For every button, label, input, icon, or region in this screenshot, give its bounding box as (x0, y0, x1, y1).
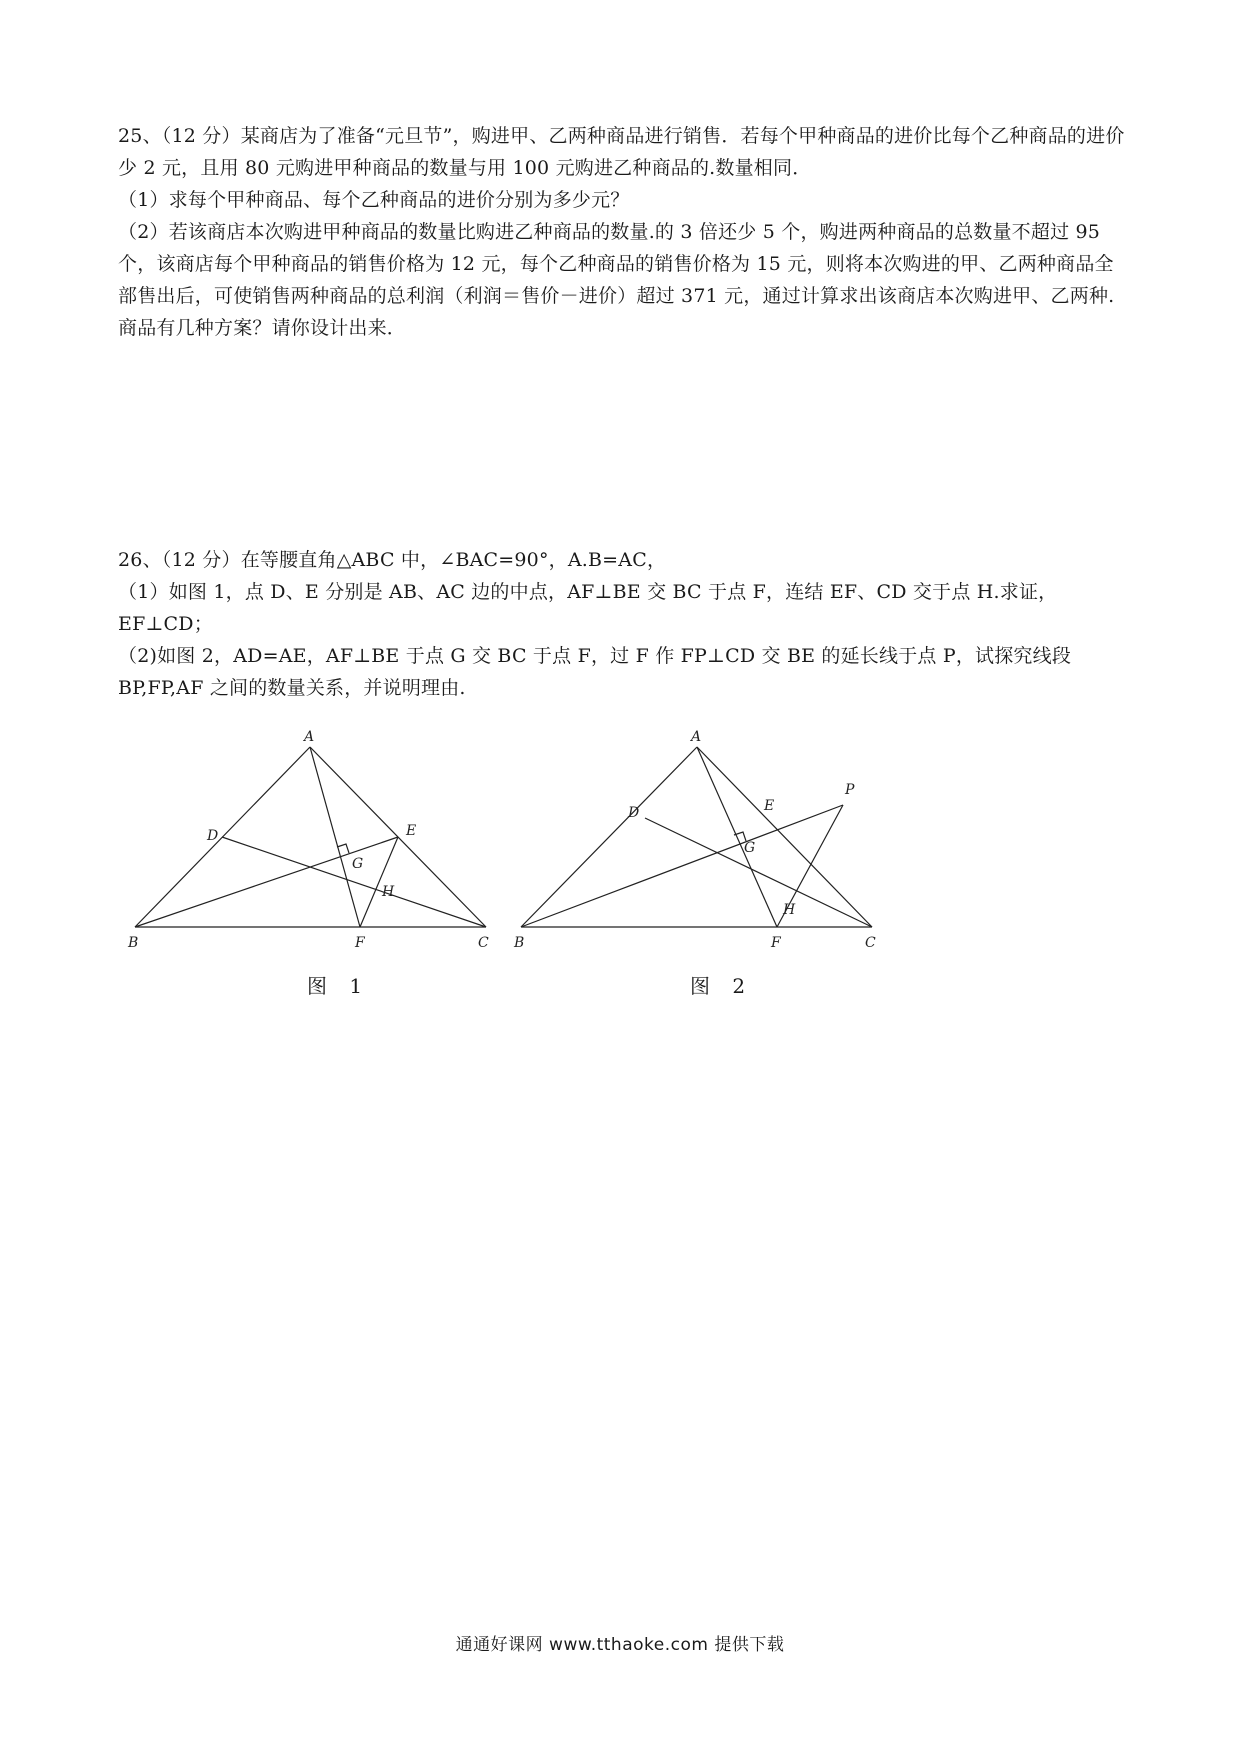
problem-26-part-1: （1）如图 1，点 D、E 分别是 AB、AC 边的中点，AF⊥BE 交 BC 于点 F，连结 EF、CD 交于点 H.求证，EF⊥CD； (118, 581, 1058, 635)
problem-26-statement: 26、（12 分）在等腰直角△ABC 中，∠BAC=90°，A.B=AC， (118, 549, 667, 571)
label-C: C (865, 935, 876, 951)
segment-BE (135, 837, 398, 927)
problem-25 (118, 120, 1128, 344)
label-H: H (382, 884, 395, 900)
label-B: B (128, 935, 139, 951)
figure-2-caption: 图 2 (690, 974, 754, 998)
segment-AF (697, 747, 777, 927)
label-E: E (764, 798, 775, 814)
segment-AF (310, 747, 360, 927)
figure-1-caption: 图 1 (307, 974, 371, 998)
segment-AC (697, 747, 872, 927)
label-F: F (355, 935, 365, 951)
label-E: E (406, 823, 417, 839)
problem-25-part-1: （1）求每个甲种商品、每个乙种商品的进价分别为多少元？ (118, 189, 630, 211)
label-P: P (845, 782, 855, 798)
label-D: D (628, 805, 640, 821)
label-G: G (352, 856, 364, 872)
segment-AB (521, 747, 697, 927)
problem-26-part-2: （2)如图 2，AD=AE，AF⊥BE 于点 G 交 BC 于点 F，过 F 作 FP⊥CD 交 BE 的延长线于点 P，试探究线段 BP,FP,AF 之间的数量关系，并说明理由. (118, 645, 1072, 699)
label-H: H (783, 902, 796, 918)
label-G: G (744, 840, 756, 856)
label-D: D (207, 828, 219, 844)
problem-26 (118, 544, 1128, 704)
figure-1-diagram (126, 727, 501, 952)
label-B: B (514, 935, 525, 951)
label-A: A (691, 729, 702, 745)
label-A: A (304, 729, 315, 745)
figure-1 (126, 727, 501, 952)
problem-25-statement: 25、（12 分）某商店为了准备“元旦节”，购进甲、乙两种商品进行销售．若每个甲种商品的进价比每个乙种商品的进价少 2 元，且用 80 元购进甲种商品的数量与用 100 元购进乙种商品的.数量相同． (118, 125, 1125, 179)
figure-2-diagram (512, 727, 884, 952)
label-F: F (771, 935, 781, 951)
problem-25-part-2: （2）若该商店本次购进甲种商品的数量比购进乙种商品的数量.的 3 倍还少 5 个，购进两种商品的总数量不超过 95 个，该商店每个甲种商品的销售价格为 12 元，每个乙种商品的销售价格为 15 元，则将本次购进的甲、乙两种商品全部售出后，可使销售两种商品的总利润（利润＝售价－进价）超过 371 元，通过计算求出该商店本次购进甲、乙两种.商品有几种方案？请你设计出来． (118, 221, 1115, 339)
segment-CD (645, 818, 872, 927)
label-C: C (478, 935, 489, 951)
segment-CD (222, 837, 486, 927)
segment-EF (360, 837, 398, 927)
figure-2 (512, 727, 884, 952)
footer-source-note: 通通好课网 www.tthaoke.com 提供下载 (455, 1635, 785, 1655)
